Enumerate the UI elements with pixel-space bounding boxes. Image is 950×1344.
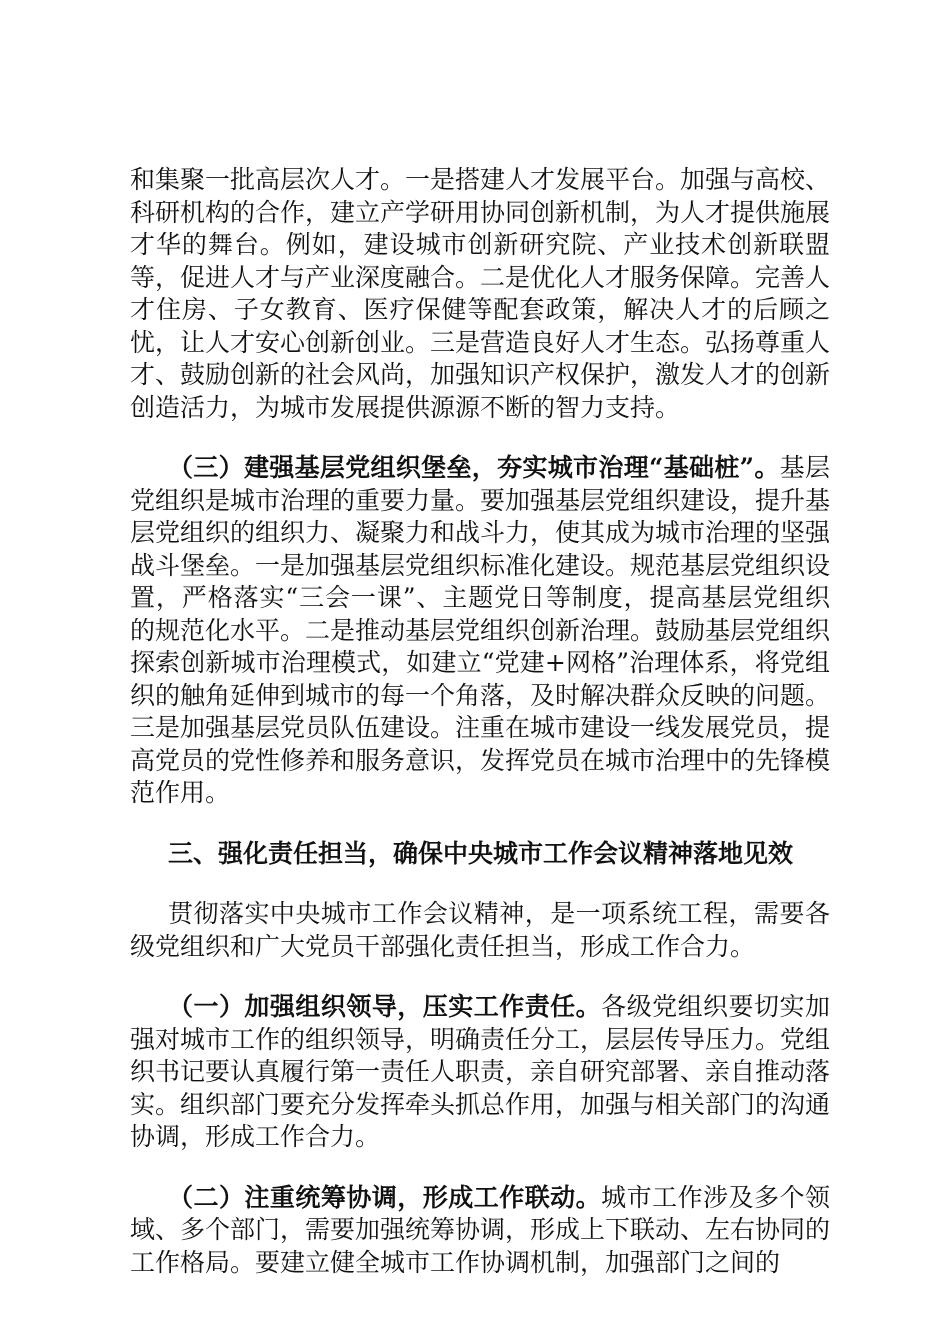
paragraph-intro: 贯彻落实中央城市工作会议精神，是一项系统工程，需要各级党组织和广大党员干部强化责任担当，形成工作合力。 — [130, 899, 830, 961]
section-heading: 三、强化责任担当，确保中央城市工作会议精神落地见效 — [168, 838, 794, 868]
paragraph-gap — [130, 424, 830, 452]
paragraph-body: 各级党组织要切实加强对城市工作的组织领导，明确责任分工，层层传导压力。党组织书记要认真履行第一责任人职责，亲自研究部署、亲自推动落实。组织部门要充分发挥牵头抓总作用，加强与相关部门的沟通协调，形成工作合力。 — [130, 992, 831, 1151]
paragraph-lead: （二）注重统筹协调，形成工作联动。 — [168, 1182, 602, 1212]
paragraph-body: 基层党组织是城市治理的重要力量。要加强基层党组织建设，提升基层党组织的组织力、凝聚力和战斗力，使其成为城市治理的坚强战斗堡垒。一是加强基层党组织标准化建设。规范基层党组织设置，严格落实“三会一课”、主题党日等制度，提高基层党组织的规范化水平。二是推动基层党组织创新治理。鼓励基层党组织探索创新城市治理模式，如建立“党建+网格”治理体系，将党组织的触角延伸到城市的每一个角落，及时解决群众反映的问题。三是加强基层党员队伍建设。注重在城市建设一线发展党员，提高党员的党性修养和服务意识，发挥党员在城市治理中的先锋模范作用。 — [130, 453, 831, 807]
paragraph-lead: （三）建强基层党组织堡垒，夯实城市治理“基础桩”。 — [168, 453, 780, 482]
paragraph-gap — [130, 963, 830, 991]
paragraph-talent: 和集聚一批高层次人才。一是搭建人才发展平台。加强与高校、科研机构的合作，建立产学研用协同创新机制，为人才提供施展才华的舞台。例如，建设城市创新研究院、产业技术创新联盟等，促进人才与产业深度融合。二是优化人才服务保障。完善人才住房、子女教育、医疗保健等配套政策，解决人才的后顾之忧，让人才安心创新创业。三是营造良好人才生态。弘扬尊重人才、鼓励创新的社会风尚，加强知识产权保护，激发人才的创新创造活力，为城市发展提供源源不断的智力支持。 — [130, 165, 831, 422]
document-page — [130, 164, 830, 1279]
paragraph-grassroots — [130, 452, 830, 810]
paragraph-gap — [130, 870, 830, 898]
paragraph-leadership — [130, 991, 830, 1154]
paragraph-gap — [130, 810, 830, 838]
paragraph-lead: （一）加强组织领导，压实工作责任。 — [168, 992, 602, 1021]
paragraph-body: 城市工作涉及多个领域、多个部门，需要加强统筹协调，形成上下联动、左右协同的工作格局。要建立健全城市工作协调机制，加强部门之间的 — [130, 1182, 831, 1277]
paragraph-gap — [130, 1154, 830, 1182]
paragraph-coordination — [130, 1182, 830, 1280]
